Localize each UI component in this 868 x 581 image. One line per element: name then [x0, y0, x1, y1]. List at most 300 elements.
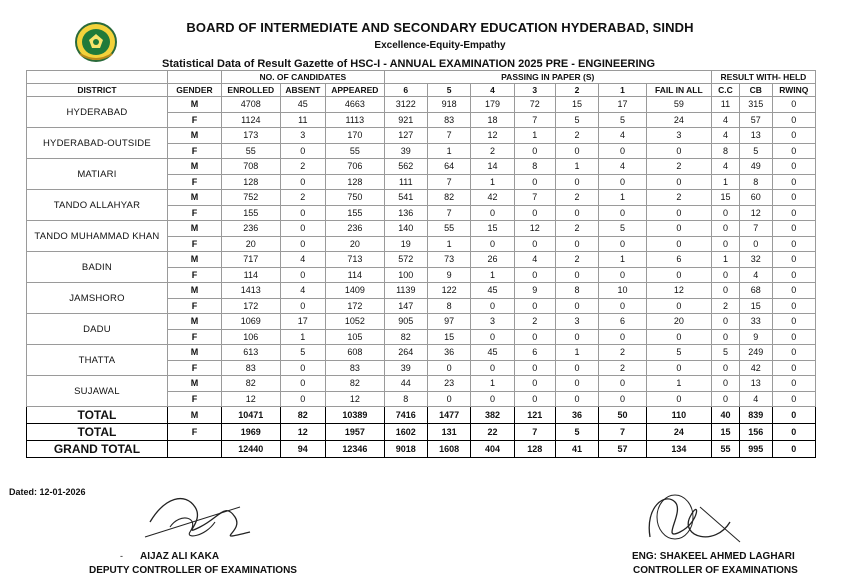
- fail-in-all-cell: 6: [646, 252, 711, 268]
- enrolled-cell: 708: [222, 159, 281, 175]
- pass-3-cell: 0: [514, 391, 555, 407]
- cc-cell: 0: [711, 391, 739, 407]
- appeared-cell: 608: [326, 345, 385, 361]
- absent-cell: 3: [280, 128, 326, 144]
- gender-cell: M: [167, 221, 221, 237]
- column-header-fail-in-all: FAIL IN ALL: [646, 84, 711, 97]
- rwinq-cell: 0: [772, 376, 815, 392]
- enrolled-cell: 613: [222, 345, 281, 361]
- appeared-cell: 82: [326, 376, 385, 392]
- cc-cell: 0: [711, 283, 739, 299]
- fail-in-all-cell: 1: [646, 376, 711, 392]
- appeared-cell: 4663: [326, 97, 385, 113]
- gender-total-cell: [167, 441, 221, 458]
- rwinq-cell: 0: [772, 143, 815, 159]
- deputy-controller-designation: DEPUTY CONTROLLER OF EXAMINATIONS: [89, 565, 297, 576]
- enrolled-cell: 236: [222, 221, 281, 237]
- pass-2-cell: 2: [555, 221, 598, 237]
- fail-in-all-cell: 3: [646, 128, 711, 144]
- pass-5-total-cell: 1608: [427, 441, 470, 458]
- pass-1-cell: 0: [599, 391, 647, 407]
- district-name: SUJAWAL: [27, 376, 168, 407]
- pass-6-cell: 127: [384, 128, 427, 144]
- deputy-controller-name: AIJAZ ALI KAKA: [140, 551, 220, 562]
- table-row: [27, 314, 816, 330]
- enrolled-cell: 20: [222, 236, 281, 252]
- absent-cell: 1: [280, 329, 326, 345]
- appeared-cell: 706: [326, 159, 385, 175]
- total-row: [27, 424, 816, 441]
- pass-3-cell: 7: [514, 112, 555, 128]
- pass-2-cell: 0: [555, 360, 598, 376]
- enrolled-total-cell: 10471: [222, 407, 281, 424]
- gender-cell: F: [167, 360, 221, 376]
- result-table: [26, 70, 816, 458]
- pass-2-cell: 0: [555, 174, 598, 190]
- pass-2-cell: 1: [555, 345, 598, 361]
- rwinq-cell: 0: [772, 236, 815, 252]
- cb-cell: 60: [740, 190, 773, 206]
- pass-3-cell: 8: [514, 159, 555, 175]
- absent-cell: 0: [280, 360, 326, 376]
- deputy-controller-signature: [140, 487, 260, 547]
- rwinq-cell: 0: [772, 391, 815, 407]
- pass-1-cell: 0: [599, 174, 647, 190]
- pass-3-cell: 0: [514, 143, 555, 159]
- pass-4-cell: 42: [471, 190, 514, 206]
- controller-designation: CONTROLLER OF EXAMINATIONS: [633, 565, 798, 576]
- pass-4-cell: 45: [471, 283, 514, 299]
- appeared-cell: 83: [326, 360, 385, 376]
- header-blank: [167, 71, 221, 84]
- pass-2-cell: 0: [555, 267, 598, 283]
- appeared-cell: 1113: [326, 112, 385, 128]
- pass-5-cell: 1: [427, 143, 470, 159]
- appeared-cell: 236: [326, 221, 385, 237]
- table-row: [27, 97, 816, 113]
- pass-1-cell: 0: [599, 298, 647, 314]
- pass-2-cell: 0: [555, 205, 598, 221]
- absent-cell: 4: [280, 252, 326, 268]
- pass-6-total-cell: 7416: [384, 407, 427, 424]
- pass-3-cell: 0: [514, 174, 555, 190]
- pass-1-cell: 1: [599, 252, 647, 268]
- pass-1-cell: 17: [599, 97, 647, 113]
- pass-5-cell: 36: [427, 345, 470, 361]
- district-name: TANDO ALLAHYAR: [27, 190, 168, 221]
- fail-in-all-total-cell: 24: [646, 424, 711, 441]
- enrolled-cell: 752: [222, 190, 281, 206]
- gender-cell: M: [167, 376, 221, 392]
- pass-5-cell: 918: [427, 97, 470, 113]
- table-row: [27, 159, 816, 175]
- pass-2-cell: 1: [555, 159, 598, 175]
- pass-2-cell: 0: [555, 329, 598, 345]
- cb-total-cell: 156: [740, 424, 773, 441]
- pass-5-cell: 7: [427, 174, 470, 190]
- appeared-cell: 155: [326, 205, 385, 221]
- pass-4-cell: 3: [471, 314, 514, 330]
- column-header-pass-5: 5: [427, 84, 470, 97]
- pass-2-cell: 0: [555, 391, 598, 407]
- cb-cell: 4: [740, 391, 773, 407]
- column-header-cc: C.C: [711, 84, 739, 97]
- pass-1-cell: 6: [599, 314, 647, 330]
- appeared-cell: 55: [326, 143, 385, 159]
- cc-cell: 15: [711, 190, 739, 206]
- group-header-candidates: NO. OF CANDIDATES: [222, 71, 385, 84]
- enrolled-cell: 128: [222, 174, 281, 190]
- appeared-total-cell: 12346: [326, 441, 385, 458]
- enrolled-cell: 1124: [222, 112, 281, 128]
- pass-6-cell: 921: [384, 112, 427, 128]
- pass-6-cell: 1139: [384, 283, 427, 299]
- gender-cell: F: [167, 329, 221, 345]
- enrolled-cell: 1413: [222, 283, 281, 299]
- absent-total-cell: 12: [280, 424, 326, 441]
- pass-1-cell: 0: [599, 376, 647, 392]
- pass-6-cell: 136: [384, 205, 427, 221]
- pass-6-cell: 541: [384, 190, 427, 206]
- absent-cell: 0: [280, 205, 326, 221]
- absent-total-cell: 82: [280, 407, 326, 424]
- pass-6-cell: 572: [384, 252, 427, 268]
- pass-4-cell: 179: [471, 97, 514, 113]
- absent-cell: 0: [280, 236, 326, 252]
- pass-1-total-cell: 57: [599, 441, 647, 458]
- header-blank: [27, 71, 168, 84]
- absent-cell: 5: [280, 345, 326, 361]
- pass-3-cell: 0: [514, 236, 555, 252]
- pass-4-cell: 1: [471, 376, 514, 392]
- fail-in-all-cell: 2: [646, 159, 711, 175]
- absent-cell: 2: [280, 190, 326, 206]
- enrolled-total-cell: 1969: [222, 424, 281, 441]
- pass-4-total-cell: 382: [471, 407, 514, 424]
- enrolled-cell: 1069: [222, 314, 281, 330]
- pass-1-cell: 0: [599, 267, 647, 283]
- gender-cell: F: [167, 143, 221, 159]
- pass-1-cell: 1: [599, 190, 647, 206]
- pass-5-cell: 55: [427, 221, 470, 237]
- appeared-total-cell: 10389: [326, 407, 385, 424]
- appeared-total-cell: 1957: [326, 424, 385, 441]
- fail-in-all-cell: 5: [646, 345, 711, 361]
- cb-cell: 68: [740, 283, 773, 299]
- pass-4-cell: 14: [471, 159, 514, 175]
- pass-6-cell: 100: [384, 267, 427, 283]
- rwinq-cell: 0: [772, 283, 815, 299]
- pass-6-cell: 44: [384, 376, 427, 392]
- pass-3-total-cell: 128: [514, 441, 555, 458]
- rwinq-cell: 0: [772, 360, 815, 376]
- cc-cell: 4: [711, 128, 739, 144]
- pass-4-cell: 12: [471, 128, 514, 144]
- column-header-district: DISTRICT: [27, 84, 168, 97]
- gender-cell: M: [167, 128, 221, 144]
- fail-in-all-cell: 0: [646, 205, 711, 221]
- appeared-cell: 20: [326, 236, 385, 252]
- gender-cell: F: [167, 112, 221, 128]
- cb-cell: 33: [740, 314, 773, 330]
- fail-in-all-cell: 0: [646, 143, 711, 159]
- appeared-cell: 105: [326, 329, 385, 345]
- absent-cell: 0: [280, 376, 326, 392]
- pass-6-cell: 562: [384, 159, 427, 175]
- cc-cell: 0: [711, 205, 739, 221]
- pass-4-cell: 45: [471, 345, 514, 361]
- pass-6-total-cell: 1602: [384, 424, 427, 441]
- cb-cell: 7: [740, 221, 773, 237]
- absent-total-cell: 94: [280, 441, 326, 458]
- appeared-cell: 128: [326, 174, 385, 190]
- pass-2-total-cell: 36: [555, 407, 598, 424]
- rwinq-total-cell: 0: [772, 424, 815, 441]
- district-name: HYDERABAD: [27, 97, 168, 128]
- gender-cell: M: [167, 252, 221, 268]
- pass-3-cell: 2: [514, 314, 555, 330]
- rwinq-total-cell: 0: [772, 407, 815, 424]
- pass-1-total-cell: 50: [599, 407, 647, 424]
- cc-cell: 8: [711, 143, 739, 159]
- absent-cell: 0: [280, 298, 326, 314]
- total-label: GRAND TOTAL: [27, 441, 168, 458]
- column-header-rwinq: RWINQ: [772, 84, 815, 97]
- enrolled-cell: 155: [222, 205, 281, 221]
- column-header-pass-6: 6: [384, 84, 427, 97]
- cc-cell: 1: [711, 252, 739, 268]
- pass-6-cell: 39: [384, 360, 427, 376]
- cb-cell: 5: [740, 143, 773, 159]
- pass-6-cell: 82: [384, 329, 427, 345]
- pass-3-cell: 7: [514, 190, 555, 206]
- rwinq-cell: 0: [772, 159, 815, 175]
- enrolled-cell: 12: [222, 391, 281, 407]
- rwinq-cell: 0: [772, 267, 815, 283]
- appeared-cell: 170: [326, 128, 385, 144]
- pass-1-total-cell: 7: [599, 424, 647, 441]
- pass-2-cell: 2: [555, 190, 598, 206]
- column-header-absent: ABSENT: [280, 84, 326, 97]
- pass-5-cell: 97: [427, 314, 470, 330]
- fail-in-all-cell: 0: [646, 391, 711, 407]
- fail-in-all-cell: 0: [646, 174, 711, 190]
- cc-cell: 1: [711, 174, 739, 190]
- fail-in-all-cell: 12: [646, 283, 711, 299]
- board-logo: [72, 20, 120, 64]
- page-title: BOARD OF INTERMEDIATE AND SECONDARY EDUCATION HYDERABAD, SINDH: [186, 20, 694, 35]
- district-name: JAMSHORO: [27, 283, 168, 314]
- table-row: [27, 190, 816, 206]
- table-row: [27, 376, 816, 392]
- gender-cell: F: [167, 267, 221, 283]
- cc-total-cell: 15: [711, 424, 739, 441]
- cb-cell: 9: [740, 329, 773, 345]
- pass-5-cell: 122: [427, 283, 470, 299]
- enrolled-cell: 82: [222, 376, 281, 392]
- pass-6-cell: 905: [384, 314, 427, 330]
- pass-5-cell: 0: [427, 360, 470, 376]
- pass-3-cell: 12: [514, 221, 555, 237]
- fail-in-all-cell: 0: [646, 221, 711, 237]
- fail-in-all-cell: 0: [646, 236, 711, 252]
- cb-cell: 249: [740, 345, 773, 361]
- appeared-cell: 114: [326, 267, 385, 283]
- column-header-gender: GENDER: [167, 84, 221, 97]
- district-name: THATTA: [27, 345, 168, 376]
- table-row: [27, 252, 816, 268]
- pass-3-total-cell: 121: [514, 407, 555, 424]
- pass-6-cell: 140: [384, 221, 427, 237]
- cc-cell: 0: [711, 360, 739, 376]
- pass-4-cell: 2: [471, 143, 514, 159]
- fail-in-all-total-cell: 134: [646, 441, 711, 458]
- pass-5-total-cell: 131: [427, 424, 470, 441]
- pass-2-cell: 8: [555, 283, 598, 299]
- enrolled-cell: 4708: [222, 97, 281, 113]
- cc-cell: 0: [711, 236, 739, 252]
- pass-2-cell: 0: [555, 143, 598, 159]
- pass-3-cell: 0: [514, 267, 555, 283]
- pass-2-total-cell: 5: [555, 424, 598, 441]
- fail-in-all-cell: 0: [646, 298, 711, 314]
- enrolled-cell: 172: [222, 298, 281, 314]
- pass-5-cell: 83: [427, 112, 470, 128]
- pass-4-cell: 0: [471, 236, 514, 252]
- absent-cell: 0: [280, 221, 326, 237]
- cb-cell: 42: [740, 360, 773, 376]
- pass-1-cell: 4: [599, 128, 647, 144]
- cc-cell: 0: [711, 221, 739, 237]
- enrolled-cell: 114: [222, 267, 281, 283]
- pass-3-cell: 4: [514, 252, 555, 268]
- group-header-withheld: RESULT WITH- HELD: [711, 71, 815, 84]
- pass-3-cell: 9: [514, 283, 555, 299]
- cc-cell: 4: [711, 112, 739, 128]
- pass-2-cell: 2: [555, 252, 598, 268]
- pass-3-cell: 0: [514, 329, 555, 345]
- pass-5-total-cell: 1477: [427, 407, 470, 424]
- column-header-pass-4: 4: [471, 84, 514, 97]
- absent-cell: 17: [280, 314, 326, 330]
- pass-1-cell: 10: [599, 283, 647, 299]
- pass-2-cell: 15: [555, 97, 598, 113]
- cc-cell: 0: [711, 329, 739, 345]
- pass-3-cell: 0: [514, 376, 555, 392]
- enrolled-cell: 173: [222, 128, 281, 144]
- pass-4-cell: 0: [471, 360, 514, 376]
- pass-6-cell: 264: [384, 345, 427, 361]
- pass-2-cell: 2: [555, 128, 598, 144]
- cb-total-cell: 995: [740, 441, 773, 458]
- pass-4-cell: 26: [471, 252, 514, 268]
- column-header-appeared: APPEARED: [326, 84, 385, 97]
- district-name: MATIARI: [27, 159, 168, 190]
- cc-cell: 2: [711, 298, 739, 314]
- rwinq-cell: 0: [772, 329, 815, 345]
- absent-cell: 4: [280, 283, 326, 299]
- cb-cell: 4: [740, 267, 773, 283]
- rwinq-cell: 0: [772, 128, 815, 144]
- cb-cell: 32: [740, 252, 773, 268]
- pass-4-cell: 0: [471, 329, 514, 345]
- district-name: BADIN: [27, 252, 168, 283]
- pass-1-cell: 5: [599, 112, 647, 128]
- absent-cell: 45: [280, 97, 326, 113]
- pass-2-cell: 5: [555, 112, 598, 128]
- pass-1-cell: 0: [599, 205, 647, 221]
- cb-cell: 57: [740, 112, 773, 128]
- table-row: [27, 283, 816, 299]
- absent-cell: 0: [280, 174, 326, 190]
- total-label: TOTAL: [27, 424, 168, 441]
- cb-cell: 12: [740, 205, 773, 221]
- fail-in-all-cell: 0: [646, 360, 711, 376]
- pass-3-cell: 72: [514, 97, 555, 113]
- district-name: DADU: [27, 314, 168, 345]
- district-name: TANDO MUHAMMAD KHAN: [27, 221, 168, 252]
- pass-4-cell: 0: [471, 205, 514, 221]
- pass-3-cell: 0: [514, 205, 555, 221]
- pass-3-total-cell: 7: [514, 424, 555, 441]
- enrolled-cell: 55: [222, 143, 281, 159]
- absent-cell: 11: [280, 112, 326, 128]
- gender-cell: F: [167, 391, 221, 407]
- gender-cell: F: [167, 298, 221, 314]
- report-subtitle: Statistical Data of Result Gazette of HSC-I - ANNUAL EXAMINATION 2025 PRE - ENGINEERING: [162, 58, 656, 70]
- pass-5-cell: 0: [427, 391, 470, 407]
- appeared-cell: 750: [326, 190, 385, 206]
- appeared-cell: 1409: [326, 283, 385, 299]
- gender-cell: M: [167, 314, 221, 330]
- enrolled-total-cell: 12440: [222, 441, 281, 458]
- gender-total-cell: M: [167, 407, 221, 424]
- controller-signature: [630, 487, 750, 557]
- appeared-cell: 172: [326, 298, 385, 314]
- column-header-pass-2: 2: [555, 84, 598, 97]
- pass-4-cell: 0: [471, 391, 514, 407]
- rwinq-cell: 0: [772, 345, 815, 361]
- fail-in-all-cell: 2: [646, 190, 711, 206]
- rwinq-cell: 0: [772, 252, 815, 268]
- gender-cell: F: [167, 205, 221, 221]
- cb-cell: 49: [740, 159, 773, 175]
- table-row: [27, 221, 816, 237]
- gender-cell: M: [167, 97, 221, 113]
- absent-cell: 2: [280, 159, 326, 175]
- fail-in-all-cell: 59: [646, 97, 711, 113]
- appeared-cell: 12: [326, 391, 385, 407]
- pass-4-cell: 1: [471, 267, 514, 283]
- rwinq-cell: 0: [772, 190, 815, 206]
- cc-cell: 4: [711, 159, 739, 175]
- fail-in-all-cell: 0: [646, 329, 711, 345]
- cc-total-cell: 40: [711, 407, 739, 424]
- district-name: HYDERABAD-OUTSIDE: [27, 128, 168, 159]
- gender-cell: M: [167, 283, 221, 299]
- cc-total-cell: 55: [711, 441, 739, 458]
- absent-cell: 0: [280, 391, 326, 407]
- column-header-pass-3: 3: [514, 84, 555, 97]
- absent-cell: 0: [280, 143, 326, 159]
- pass-5-cell: 7: [427, 128, 470, 144]
- pass-1-cell: 5: [599, 221, 647, 237]
- pass-3-cell: 0: [514, 298, 555, 314]
- pass-5-cell: 23: [427, 376, 470, 392]
- pass-4-total-cell: 22: [471, 424, 514, 441]
- pass-4-cell: 0: [471, 298, 514, 314]
- column-header-cb: CB: [740, 84, 773, 97]
